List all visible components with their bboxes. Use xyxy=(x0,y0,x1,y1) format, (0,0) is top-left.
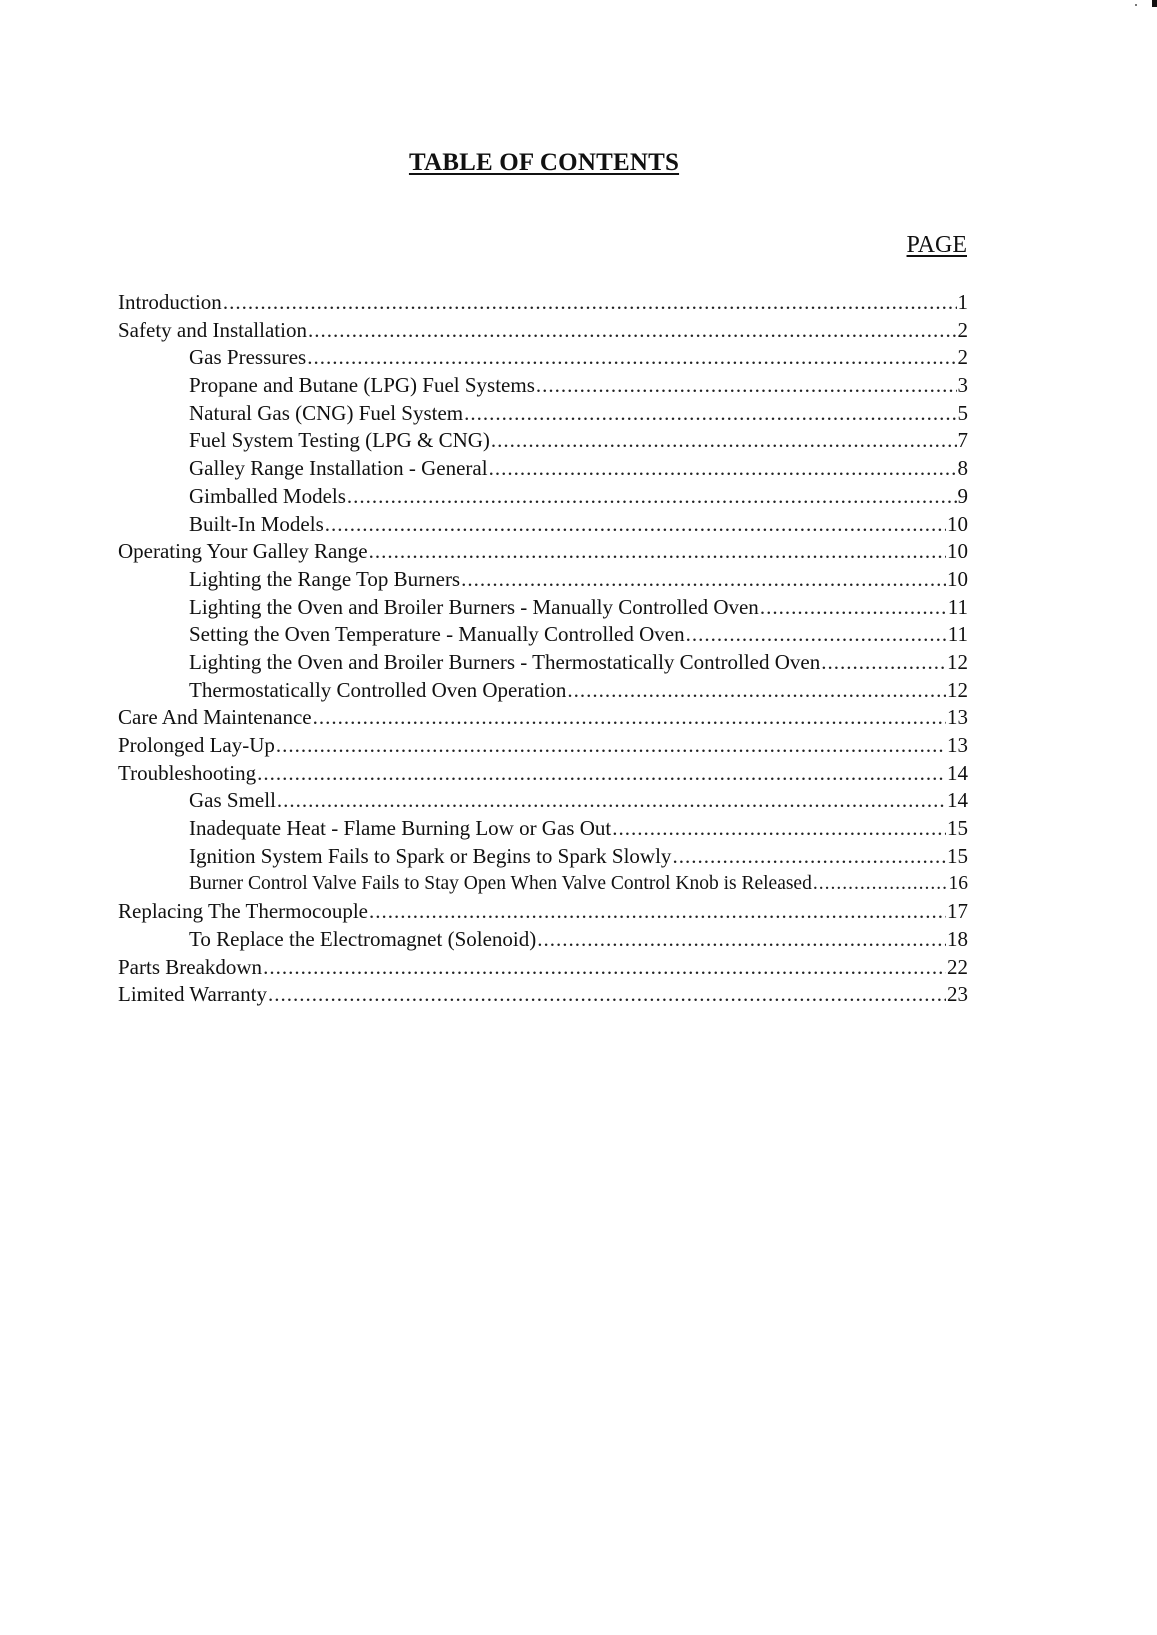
toc-entry-page: 23 xyxy=(947,982,968,1007)
toc-entry-page: 7 xyxy=(957,428,968,453)
toc-entry-replacing-thermocouple[interactable] xyxy=(118,898,968,926)
toc-entry-label: Fuel System Testing (LPG & CNG) xyxy=(189,428,490,453)
toc-entry-page: 2 xyxy=(957,345,968,370)
toc-entry-page: 11 xyxy=(947,594,968,619)
toc-entry-label: Lighting the Range Top Burners xyxy=(189,566,461,591)
toc-entry-lighting-oven-thermostatic[interactable] xyxy=(118,649,968,677)
toc-entry-label: Lighting the Oven and Broiler Burners - Thermostatically Controlled Oven xyxy=(189,649,821,674)
dot-leader xyxy=(313,704,946,732)
toc-entry-page: 15 xyxy=(947,843,968,868)
toc-entry-inadequate-heat[interactable] xyxy=(118,815,968,843)
dot-leader xyxy=(821,649,946,677)
toc-entry-label: Propane and Butane (LPG) Fuel Systems xyxy=(189,373,535,398)
toc-entry-label: Gimballed Models xyxy=(189,483,346,508)
toc-entry-page: 22 xyxy=(947,954,968,979)
toc-entry-page: 9 xyxy=(957,483,968,508)
toc-entry-label: Gas Smell xyxy=(189,788,276,813)
toc-entry-label: Safety and Installation xyxy=(118,317,307,342)
table-of-contents xyxy=(118,289,968,1009)
toc-entry-page: 2 xyxy=(957,317,968,342)
toc-entry-page: 10 xyxy=(947,539,968,564)
toc-entry-care-and-maintenance[interactable] xyxy=(118,704,968,732)
toc-entry-burner-control-valve-fails[interactable] xyxy=(118,870,968,898)
toc-entry-label: Replacing The Thermocouple xyxy=(118,899,368,924)
toc-entry-label: Setting the Oven Temperature - Manually Controlled Oven xyxy=(189,622,685,647)
dot-leader xyxy=(325,511,946,539)
toc-entry-galley-range-installation[interactable] xyxy=(118,455,968,483)
toc-entry-page: 16 xyxy=(948,873,968,895)
dot-leader xyxy=(263,954,946,982)
toc-entry-safety-and-installation[interactable] xyxy=(118,317,968,345)
dot-leader xyxy=(489,455,957,483)
toc-entry-introduction[interactable] xyxy=(118,289,968,317)
toc-entry-label: Burner Control Valve Fails to Stay Open When Valve Control Knob is Released xyxy=(189,873,812,895)
dot-leader xyxy=(369,538,946,566)
dot-leader xyxy=(307,344,956,372)
toc-entry-label: Parts Breakdown xyxy=(118,954,263,979)
toc-entry-cng-fuel-system[interactable] xyxy=(118,400,968,428)
toc-entry-page: 8 xyxy=(957,456,968,481)
toc-entry-page: 12 xyxy=(947,649,968,674)
toc-entry-label: Inadequate Heat - Flame Burning Low or Gas Out xyxy=(189,816,612,841)
toc-entry-page: 1 xyxy=(957,290,968,314)
dot-leader xyxy=(277,787,946,815)
toc-entry-page: 11 xyxy=(947,622,968,647)
toc-entry-gimballed-models[interactable] xyxy=(118,483,968,511)
toc-entry-operating-your-galley-range[interactable] xyxy=(118,538,968,566)
toc-entry-fuel-system-testing[interactable] xyxy=(118,427,968,455)
toc-entry-label: Galley Range Installation - General xyxy=(189,456,488,481)
toc-entry-label: Lighting the Oven and Broiler Burners - Manually Controlled Oven xyxy=(189,594,759,619)
toc-entry-label: Prolonged Lay-Up xyxy=(118,733,275,757)
toc-entry-lighting-range-top-burners[interactable] xyxy=(118,566,968,594)
toc-entry-limited-warranty[interactable] xyxy=(118,981,968,1009)
dot-leader xyxy=(257,760,946,788)
toc-entry-page: 3 xyxy=(957,373,968,398)
dot-leader xyxy=(536,372,957,400)
dot-leader xyxy=(347,483,957,511)
toc-entry-label: Natural Gas (CNG) Fuel System xyxy=(189,400,464,425)
dot-leader xyxy=(537,926,946,954)
toc-entry-page: 10 xyxy=(947,511,968,536)
toc-entry-replace-electromagnet[interactable] xyxy=(118,926,968,954)
toc-entry-label: Ignition System Fails to Spark or Begins to Spark Slowly xyxy=(189,843,672,868)
toc-entry-label: Troubleshooting xyxy=(118,760,257,785)
toc-entry-troubleshooting[interactable] xyxy=(118,760,968,788)
toc-entry-label: Built-In Models xyxy=(189,511,324,536)
dot-leader xyxy=(491,427,957,455)
toc-entry-page: 12 xyxy=(947,677,968,702)
toc-entry-page: 14 xyxy=(947,760,968,785)
toc-entry-page: 13 xyxy=(947,705,968,730)
toc-entry-gas-smell[interactable] xyxy=(118,787,968,815)
toc-entry-page: 13 xyxy=(947,733,968,757)
toc-entry-label: Operating Your Galley Range xyxy=(118,539,368,564)
page-column-header: PAGE xyxy=(906,232,967,258)
toc-entry-label: Care And Maintenance xyxy=(118,705,312,730)
toc-entry-built-in-models[interactable] xyxy=(118,511,968,539)
toc-entry-label: Limited Warranty xyxy=(118,982,267,1007)
dot-leader xyxy=(672,843,946,871)
toc-entry-label: Gas Pressures xyxy=(189,345,307,370)
dot-leader xyxy=(369,898,946,926)
toc-entry-label: To Replace the Electromagnet (Solenoid) xyxy=(189,926,537,951)
dot-leader xyxy=(308,317,957,345)
dot-leader xyxy=(686,621,947,649)
toc-entry-page: 17 xyxy=(947,899,968,924)
toc-entry-lighting-oven-manual[interactable] xyxy=(118,594,968,622)
dot-leader xyxy=(268,981,946,1009)
dot-leader xyxy=(760,594,947,622)
toc-entry-thermostatic-oven-operation[interactable] xyxy=(118,677,968,705)
toc-entry-label: Thermostatically Controlled Oven Operation xyxy=(189,677,567,702)
page-title: TABLE OF CONTENTS xyxy=(408,148,680,176)
toc-entry-ignition-system-fails[interactable] xyxy=(118,843,968,871)
scan-speck xyxy=(1135,4,1137,6)
toc-entry-setting-oven-temperature[interactable] xyxy=(118,621,968,649)
toc-entry-page: 18 xyxy=(947,926,968,951)
toc-entry-lpg-fuel-systems[interactable] xyxy=(118,372,968,400)
toc-entry-parts-breakdown[interactable] xyxy=(118,954,968,982)
toc-entry-page: 10 xyxy=(947,566,968,591)
toc-entry-page: 14 xyxy=(947,788,968,813)
dot-leader xyxy=(813,870,948,898)
dot-leader xyxy=(223,289,957,317)
dot-leader xyxy=(567,677,946,705)
dot-leader xyxy=(276,732,946,760)
toc-entry-label: Introduction xyxy=(118,290,222,314)
dot-leader xyxy=(461,566,946,594)
toc-entry-page: 5 xyxy=(957,400,968,425)
toc-entry-gas-pressures[interactable] xyxy=(118,344,968,372)
dot-leader xyxy=(464,400,956,428)
toc-entry-page: 15 xyxy=(947,816,968,841)
toc-entry-prolonged-lay-up[interactable] xyxy=(118,732,968,760)
scan-edge-mark xyxy=(1152,0,1157,7)
dot-leader xyxy=(612,815,946,843)
